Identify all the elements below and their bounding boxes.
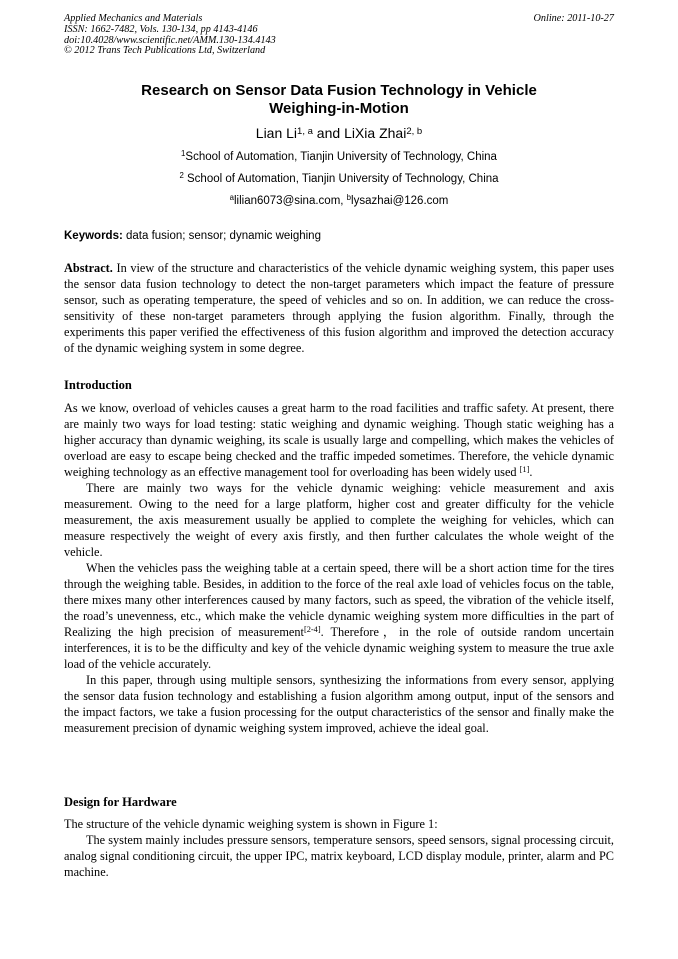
author-list xyxy=(64,124,614,142)
email-a-marker: a xyxy=(229,193,234,203)
intro-paragraph-4: In this paper, through using multiple sensors, synthesizing the informations from every sensor, applying the sensor data fusion technology and establishing a fusion algorithm among output, input of the sensors and the impact factors, we take a fusion processing for the output characteristics of the sensor and finally make the measurement precision of dynamic weighing system improved, achieve the ideal goal. xyxy=(64,673,614,735)
author-1: Lian Li xyxy=(255,125,298,141)
affiliation-1 xyxy=(64,150,614,164)
email-b: lysazhai@126.com xyxy=(351,195,449,207)
introduction-heading: Introduction xyxy=(64,378,132,392)
email-a: lilian6073@sina.com, xyxy=(233,195,347,207)
title-line-1: Research on Sensor Data Fusion Technology in Vehicle xyxy=(141,82,537,99)
hardware-paragraph-1: The structure of the vehicle dynamic weighing system is shown in Figure 1: xyxy=(64,817,438,831)
intro-paragraph-3: When the vehicles pass the weighing table at a certain speed, there will be a short action time for the tires through the weighing table. Besides, in addition to the force of the real axle load of vehicles focus on the table, there mixes many other interferences caused by many factors, such as speed, the vibration of the vehicle itself, the road’s unevenness, etc., which make the vehicle dynamic weighing system more difficulties in the part of Realizing the high precision of measurement[2-4]. Therefore，in the role of outside random uncertain interferences, it is to be the difficulty and key of the vehicle dynamic weighing system to measure the true axle load of the vehicle accurately. xyxy=(64,561,614,671)
affiliation-2-text: School of Automation, Tianjin University of Technology, China xyxy=(183,173,499,185)
hardware-paragraph-2: The system mainly includes pressure sensors, temperature sensors, speed sensors, signal processing circuit, analog signal conditioning circuit, the upper IPC, matrix keyboard, LCD display module, printer, alarm and PC machine. xyxy=(64,833,614,879)
introduction-body xyxy=(64,400,614,736)
email-b-marker: b xyxy=(346,193,352,203)
hardware-heading: Design for Hardware xyxy=(64,795,177,809)
affiliation-2 xyxy=(64,172,614,186)
online-date: Online: 2011-10-27 xyxy=(533,13,614,24)
doi-line: doi:10.4028/www.scientific.net/AMM.130-134.4143 xyxy=(64,34,276,46)
title-line-2: Weighing-in-Motion xyxy=(269,100,409,117)
author-emails xyxy=(64,194,614,208)
paper-title xyxy=(64,82,614,118)
author-2: LiXia Zhai xyxy=(344,125,407,141)
author-1-marker: 1, a xyxy=(297,125,313,137)
citation-ref: [1] xyxy=(519,465,530,475)
intro-paragraph-2: There are mainly two ways for the vehicle dynamic weighing: vehicle measurement and axis measurement. Owing to the need for a large platform, higher cost and greater difficulty for the vehicle measurement, the axis measurement usually be applied to complete the weighing for vehicles, which can measure respectively the weight of every axis firstly, and then further calculates the whole weight of the vehicle. xyxy=(64,481,614,559)
affiliation-1-text: School of Automation, Tianjin University of Technology, China xyxy=(185,151,497,163)
abstract-label: Abstract. xyxy=(64,261,113,275)
author-2-marker: 2, b xyxy=(406,125,423,137)
keywords xyxy=(64,229,614,243)
journal-name: Applied Mechanics and Materials xyxy=(64,13,203,24)
citation-ref: [2-4] xyxy=(303,625,321,635)
hardware-body xyxy=(64,816,614,880)
keywords-label: Keywords: xyxy=(64,230,123,242)
intro-paragraph-1: As we know, overload of vehicles causes a great harm to the road facilities and traffic safety. At present, there are mainly two ways for load testing: static weighing and dynamic weighing. Though static weighing has a higher accuracy than dynamic weighing, its scale is usually large and compelling, which makes the vehicles of overload are easy to escape being checked and the traffic impeded sometimes. Therefore, the vehicle dynamic weighing technology as an effective management tool for overloading has been widely used [1]. xyxy=(64,401,614,479)
affiliation-2-marker: 2 xyxy=(179,171,184,181)
issn-line: ISSN: 1662-7482, Vols. 130-134, pp 4143-4146 xyxy=(64,23,258,35)
copyright-line: © 2012 Trans Tech Publications Ltd, Switzerland xyxy=(64,45,266,57)
author-conjunction: and xyxy=(312,125,345,141)
affiliation-1-marker: 1 xyxy=(181,149,186,159)
keywords-text: data fusion; sensor; dynamic weighing xyxy=(122,230,321,242)
abstract xyxy=(64,260,614,356)
abstract-text: In view of the structure and characteristics of the vehicle dynamic weighing system, this paper uses the sensor data fusion technology to detect the non-target parameters which impact the feature of pressure sensor, such as operating temperature, the speed of vehicles and so on. In addition, we can reduce the cross-sensitivity of these non-target parameters through applying the fusion algorithm. Finally, through the experiments this paper verified the effectiveness of this fusion algorithm and improved the detection accuracy of the dynamic weighing system in some degree. xyxy=(64,261,614,355)
journal-header xyxy=(64,14,276,57)
